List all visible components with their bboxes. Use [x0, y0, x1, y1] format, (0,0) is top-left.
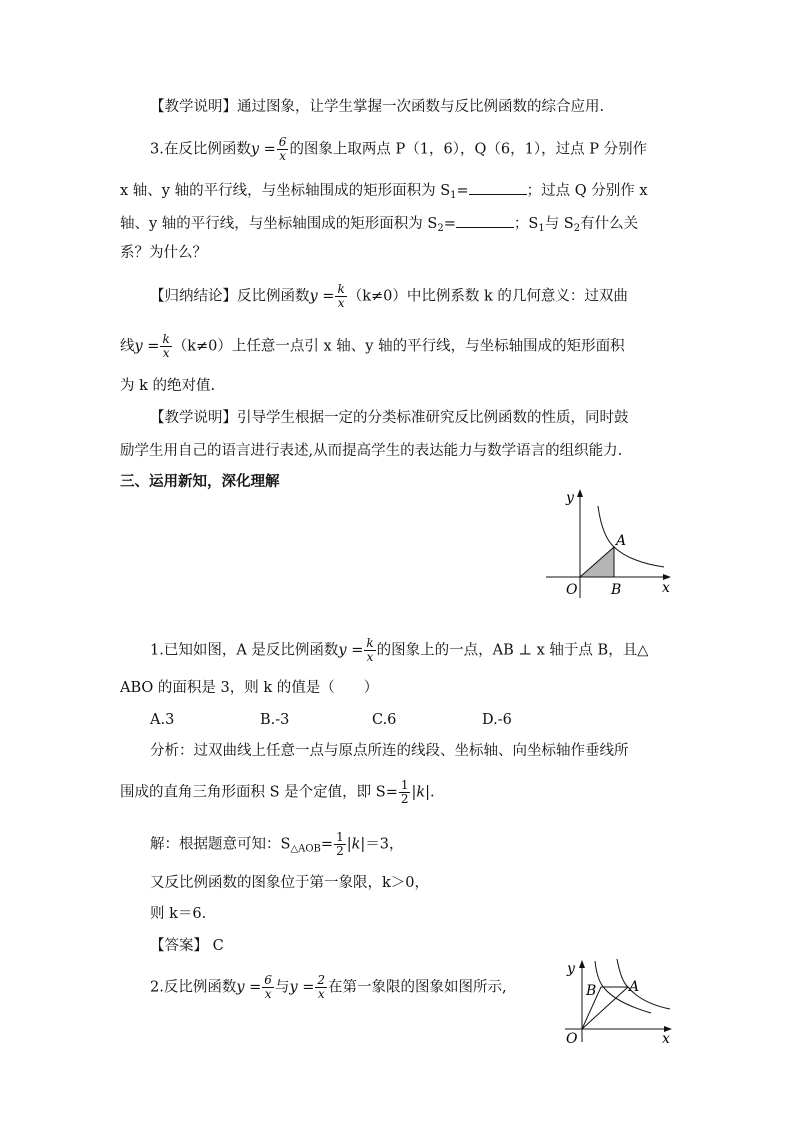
solution-text: =	[320, 836, 334, 853]
fig2-label-o: O	[566, 1031, 578, 1047]
q3-text: ；过点 Q 分别作 x	[526, 183, 648, 199]
q3-frac-den: x	[279, 149, 286, 163]
solution-text: 则 k＝6.	[150, 906, 207, 922]
answer-blank-s2[interactable]	[456, 213, 514, 228]
example-2-line-1	[150, 974, 507, 1001]
induction-y-eq: y =	[134, 338, 160, 355]
induction-line-1	[150, 283, 628, 310]
note-text: 通过图象，让学生掌握一次函数与反比例函数的综合应用.	[237, 99, 605, 115]
solution-line-2	[150, 873, 429, 893]
ex2-fraction-1	[262, 974, 274, 1001]
q3-text: =	[456, 183, 469, 199]
q3-text: ；S	[513, 216, 539, 232]
choice-d[interactable]: D.-6	[482, 712, 512, 728]
induction-line-3	[120, 376, 215, 396]
fig1-label-a: A	[616, 533, 627, 549]
ex2-y-eq: y =	[289, 979, 315, 996]
half-den: 2	[400, 792, 409, 806]
induction-text: （k≠0）上任意一点引 x 轴、y 轴的平行线，与坐标轴围成的矩形面积	[172, 338, 625, 355]
induction-text: 为 k 的绝对值.	[120, 378, 216, 394]
ex2-y-eq: y =	[236, 979, 262, 996]
fig2-label-y: y	[567, 961, 575, 977]
fig1-label-x: x	[662, 580, 670, 596]
ex1-frac-num: k	[366, 636, 374, 650]
q3-text: 与 S	[544, 216, 574, 232]
q3-sub: 1	[538, 223, 545, 234]
ex2-fraction-2	[315, 974, 327, 1001]
ex1-frac-den: x	[366, 650, 374, 664]
induction-fraction-2	[160, 333, 171, 360]
ex1-text: ABO 的面积是 3，则 k 的值是（ ）	[120, 680, 379, 696]
figure-2-two-hyperbolas	[555, 957, 680, 1047]
induction-fraction	[335, 283, 346, 310]
answer-value: C	[212, 938, 224, 954]
q3-y-eq: y =	[250, 141, 276, 158]
fig2-label-x: x	[662, 1031, 670, 1047]
figure-1-hyperbola-triangle	[538, 486, 678, 606]
example-1-line-2	[120, 678, 378, 698]
q3-sub: 2	[573, 223, 581, 234]
solution-sub: △AOB	[290, 843, 321, 855]
ex2-frac-num: 6	[264, 973, 272, 987]
solution-half-fraction	[334, 831, 346, 858]
solution-line-1	[150, 831, 404, 860]
q3-frac-num: 6	[278, 135, 287, 149]
choice-a[interactable]: A.3	[150, 712, 175, 728]
ex2-frac-den: x	[317, 987, 325, 1001]
ex2-frac-den: x	[264, 987, 272, 1001]
choice-c[interactable]: C.6	[372, 712, 397, 728]
example-1-line-1	[150, 637, 648, 664]
question-3-line-4	[120, 243, 207, 263]
fig2-label-a: A	[629, 979, 640, 995]
induction-frac-den: x	[162, 346, 170, 360]
induction-frac-num: k	[337, 282, 345, 296]
induction-frac-den: x	[337, 296, 345, 310]
q3-fraction	[277, 136, 289, 163]
q3-text: =	[443, 216, 456, 232]
half-num: 1	[336, 830, 344, 844]
fig1-label-b: B	[611, 582, 622, 598]
q3-sub: 1	[450, 190, 457, 201]
analysis-text: 分析：过双曲线上任意一点与原点所连的线段、坐标轴、向坐标轴作垂线所	[150, 743, 629, 759]
answer-blank-s1[interactable]	[469, 180, 527, 195]
q3-sub: 2	[437, 223, 444, 234]
fig2-label-b: B	[586, 983, 597, 999]
ex2-text: 与	[274, 979, 290, 996]
note-bracket: 【教学说明】	[150, 99, 237, 115]
q3-text: 有什么关	[580, 216, 639, 232]
solution-text: 又反比例函数的图象位于第一象限，k＞0，	[150, 875, 430, 891]
solution-text: 解：根据题意可知：S	[150, 836, 291, 853]
y-axis-arrow	[577, 489, 583, 497]
q3-text: 3.在反比例函数	[150, 141, 251, 158]
q3-text: 系？为什么？	[120, 245, 207, 261]
ex1-text: 1.已知如图，A 是反比例函数	[150, 642, 339, 659]
triangle-aob	[580, 547, 614, 577]
solution-line-3	[150, 904, 206, 924]
hyperbola-6-over-x	[617, 959, 670, 1009]
solution-text: ＝3，	[365, 836, 404, 853]
question-3-line-1	[150, 136, 647, 163]
y-axis-arrow	[579, 960, 585, 968]
teaching-note-2-line-1	[150, 408, 629, 428]
answer-line	[150, 936, 224, 956]
question-3-line-3	[120, 213, 638, 239]
analysis-text: .	[430, 784, 435, 801]
ex1-fraction	[364, 637, 375, 664]
ex1-text: 的图象上的一点，AB ⊥ x 轴于点 B，且△	[376, 642, 649, 659]
note-bracket: 【教学说明】	[150, 410, 237, 426]
induction-text: 线	[120, 338, 135, 355]
half-fraction	[399, 779, 411, 806]
analysis-line-2	[120, 779, 435, 806]
induction-y-eq: y =	[309, 288, 335, 305]
induction-text: （k≠0）中比例系数 k 的几何意义：过双曲	[347, 288, 628, 305]
induction-line-2	[120, 333, 625, 360]
analysis-line-1	[150, 741, 629, 761]
answer-bracket: 【答案】	[150, 938, 208, 954]
ex2-frac-num: 2	[317, 973, 326, 987]
ex2-text: 2.反比例函数	[150, 979, 237, 996]
q3-text: 的图象上取两点 P（1，6），Q（6，1），过点 P 分别作	[289, 141, 648, 158]
section-heading: 三、运用新知，深化理解	[120, 473, 280, 490]
half-den: 2	[336, 844, 344, 858]
example-1-choices	[150, 710, 512, 730]
half-num: 1	[400, 778, 409, 792]
q3-text: 轴、y 轴的平行线，与坐标轴围成的矩形面积为 S	[120, 216, 438, 232]
abs-k: |k|	[411, 784, 431, 801]
induction-frac-num: k	[162, 332, 170, 346]
ex2-text: 在第一象限的图象如图所示,	[328, 979, 507, 996]
fig1-label-o: O	[566, 582, 578, 598]
induction-text: 反比例函数	[237, 288, 310, 305]
analysis-text: 围成的直角三角形面积 S 是个定值，即 S=	[120, 784, 398, 801]
question-3-line-2	[120, 180, 648, 206]
teaching-note-2-line-2	[120, 441, 622, 461]
note-text: 引导学生根据一定的分类标准研究反比例函数的性质，同时鼓	[237, 410, 629, 426]
note-text: 励学生用自己的语言进行表述,从而提高学生的表达能力与数学语言的组织能力.	[120, 443, 623, 459]
ex1-y-eq: y =	[338, 642, 364, 659]
choice-b[interactable]: B.-3	[260, 712, 290, 728]
induction-bracket: 【归纳结论】	[150, 288, 237, 305]
fig1-label-y: y	[566, 490, 574, 506]
q3-text: x 轴、y 轴的平行线，与坐标轴围成的矩形面积为 S	[120, 183, 451, 199]
abs-k: |k|	[346, 836, 366, 853]
teaching-note-1	[150, 97, 604, 117]
